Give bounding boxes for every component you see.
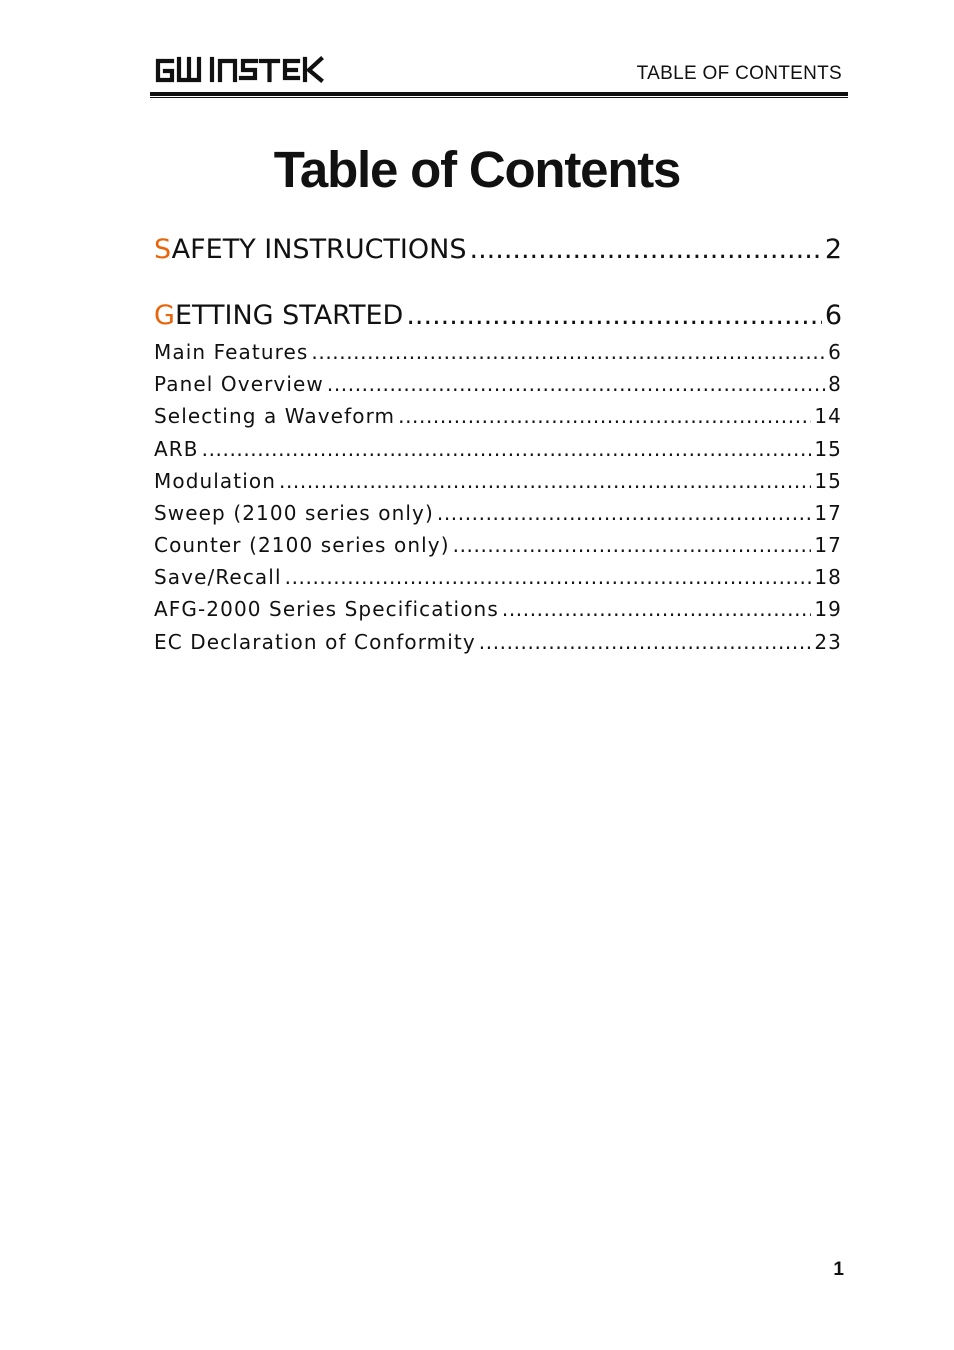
- dot-leader: [479, 630, 812, 654]
- dot-leader: [502, 597, 811, 621]
- dot-leader: [279, 469, 811, 493]
- toc-page-number: 19: [814, 597, 842, 621]
- dot-leader: [285, 565, 812, 589]
- page-title: Table of Contents: [273, 141, 681, 198]
- toc-page-number: 2: [824, 234, 842, 265]
- toc-section-title: GETTING STARTED: [154, 300, 404, 331]
- toc-page-number: 8: [828, 372, 842, 396]
- header-rule: [150, 92, 848, 96]
- footer-page-number: 1: [833, 1259, 844, 1280]
- toc-section-getting-started[interactable]: [154, 300, 842, 331]
- toc-page-number: 6: [828, 340, 842, 364]
- toc-page-number: 15: [814, 437, 842, 461]
- toc-entry-label: Panel Overview: [154, 372, 324, 396]
- toc-entry-ec-declaration[interactable]: [154, 630, 842, 654]
- toc-section-title: SAFETY INSTRUCTIONS: [154, 234, 467, 265]
- toc-page-number: 18: [814, 565, 842, 589]
- toc-entry-label: AFG-2000 Series Specifications: [154, 597, 499, 621]
- toc-page-number: 14: [814, 404, 842, 428]
- toc-entry-label: Sweep (2100 series only): [154, 501, 434, 525]
- toc-entry-counter[interactable]: [154, 533, 842, 557]
- dot-leader: [437, 501, 811, 525]
- toc-page-number: 17: [814, 533, 842, 557]
- dot-leader: [398, 404, 811, 428]
- toc-section-safety-instructions[interactable]: [154, 234, 842, 265]
- toc-entry-label: Modulation: [154, 469, 276, 493]
- toc-entry-label: Save/Recall: [154, 565, 282, 589]
- dot-leader: [406, 300, 821, 331]
- toc-entry-modulation[interactable]: [154, 469, 842, 493]
- dot-leader: [202, 437, 812, 461]
- toc-entry-arb[interactable]: [154, 437, 842, 461]
- toc-entry-label: Counter (2100 series only): [154, 533, 450, 557]
- toc-entry-panel-overview[interactable]: [154, 372, 842, 396]
- toc-page-number: 23: [814, 630, 842, 654]
- toc-entry-main-features[interactable]: [154, 340, 842, 364]
- toc-page-number: 17: [814, 501, 842, 525]
- dot-leader: [453, 533, 812, 557]
- toc-page-number: 15: [814, 469, 842, 493]
- toc-page-number: 6: [824, 300, 842, 331]
- toc-entry-label: EC Declaration of Conformity: [154, 630, 476, 654]
- dot-leader: [327, 372, 825, 396]
- toc-entry-sweep[interactable]: [154, 501, 842, 525]
- toc-entry-specifications[interactable]: [154, 597, 842, 621]
- toc-entry-label: Selecting a Waveform: [154, 404, 396, 428]
- gw-instek-logo: [152, 52, 324, 86]
- dot-leader: [469, 234, 821, 265]
- toc-entry-selecting-a-waveform[interactable]: [154, 404, 842, 428]
- header-rule-thin: [150, 97, 848, 98]
- dot-leader: [311, 340, 825, 364]
- running-header-title: TABLE OF CONTENTS: [636, 63, 842, 84]
- toc-entry-label: ARB: [154, 437, 199, 461]
- toc-entry-label: Main Features: [154, 340, 309, 364]
- toc-entry-save-recall[interactable]: [154, 565, 842, 589]
